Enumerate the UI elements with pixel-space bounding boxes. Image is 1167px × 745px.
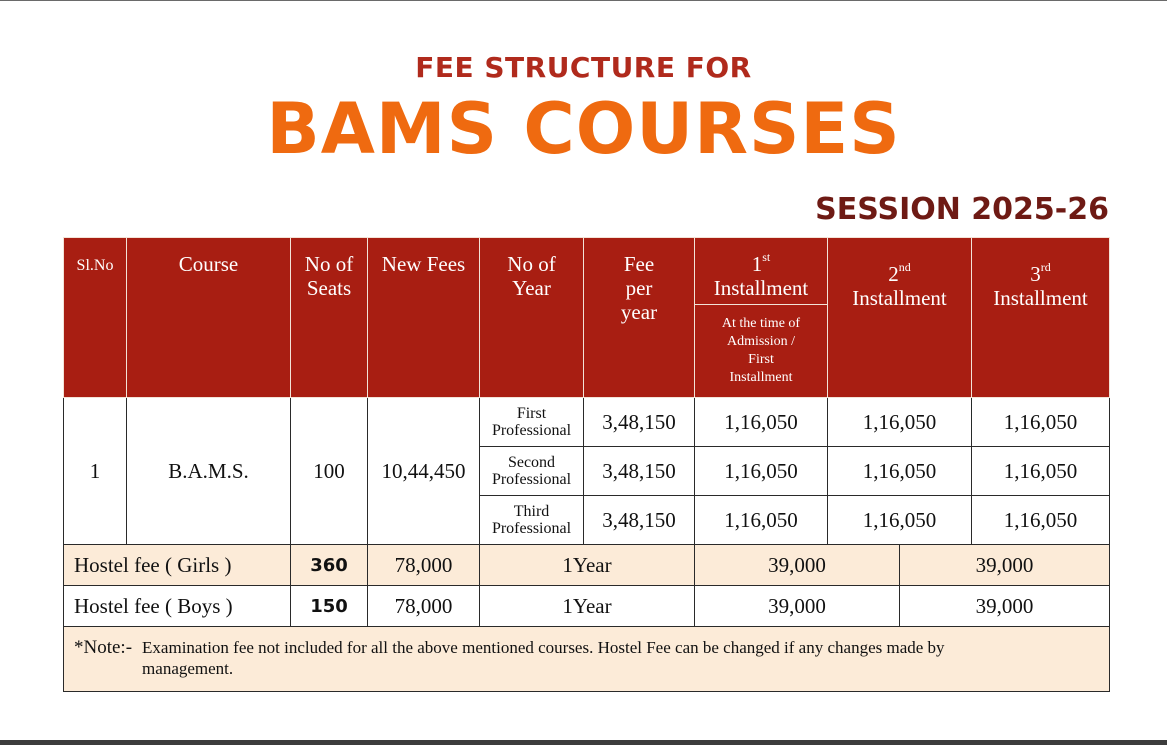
cell-new-fees: 10,44,450: [368, 398, 480, 545]
header-installment-1: [695, 238, 828, 305]
header-fee-per-year: [584, 238, 695, 398]
cell-fee-per-year: 3,48,150: [584, 496, 695, 545]
header-fee-line3: year: [620, 300, 658, 324]
header-new-fees: New Fees: [368, 238, 480, 398]
cell-inst2: 1,16,050: [828, 447, 972, 496]
cell-fee-per-year: 3,48,150: [584, 447, 695, 496]
hostel-years: 1Year: [480, 545, 695, 586]
header-inst2-num: 2: [888, 262, 899, 286]
hostel-fee: 78,000: [368, 586, 480, 627]
hostel-seats: 360: [291, 545, 368, 586]
inst1-sub-line4: Installment: [729, 370, 793, 385]
note-label: *Note:-: [74, 637, 133, 658]
year-line2: Professional: [491, 520, 572, 537]
note-text: Examination fee not included for all the above mentioned courses. Hostel Fee can be changed if any changes made by management.: [142, 638, 945, 678]
year-line2: Professional: [491, 471, 572, 488]
cell-inst3: 1,16,050: [972, 496, 1110, 545]
cell-year: [480, 398, 584, 447]
header-inst3-num: 3: [1030, 262, 1041, 286]
header-installment-2: [828, 238, 972, 398]
cell-fee-per-year: 3,48,150: [584, 398, 695, 447]
note: [64, 627, 1109, 679]
header-inst1-num: 1: [751, 252, 763, 276]
page-title: BAMS COURSES: [266, 88, 901, 170]
year-line2: Professional: [491, 422, 572, 439]
cell-inst3: 1,16,050: [972, 447, 1110, 496]
inst1-sub-line3: First: [748, 352, 774, 367]
hostel-inst1: 39,000: [695, 545, 900, 586]
hostel-seats: 150: [291, 586, 368, 627]
header-seats: [291, 238, 368, 398]
hostel-inst1: 39,000: [695, 586, 900, 627]
header-course: Course: [127, 238, 291, 398]
hostel-label: Hostel fee ( Boys ): [64, 586, 291, 627]
hostel-row-boys: [64, 586, 1110, 627]
fee-table: [63, 237, 1110, 692]
note-cell: [64, 627, 1110, 692]
year-line1: Second: [507, 454, 556, 471]
header-years-line1: No of: [507, 252, 556, 276]
cell-inst3: 1,16,050: [972, 398, 1110, 447]
hostel-inst2: 39,000: [900, 586, 1110, 627]
cell-course: B.A.M.S.: [127, 398, 291, 545]
session-label: SESSION 2025-26: [815, 192, 1109, 227]
hostel-fee: 78,000: [368, 545, 480, 586]
year-line1: Third: [513, 503, 550, 520]
note-row: [64, 627, 1110, 692]
hostel-years: 1Year: [480, 586, 695, 627]
hostel-row-girls: [64, 545, 1110, 586]
hostel-inst2: 39,000: [900, 545, 1110, 586]
hostel-label: Hostel fee ( Girls ): [64, 545, 291, 586]
header-inst2-sup: nd: [898, 260, 911, 274]
header-fee-line1: Fee: [623, 252, 655, 276]
header-seats-line2: Seats: [306, 276, 352, 300]
header-installment-3: [972, 238, 1110, 398]
table-row: [64, 398, 1110, 447]
cell-inst2: 1,16,050: [828, 496, 972, 545]
header-years: [480, 238, 584, 398]
cell-inst1: 1,16,050: [695, 398, 828, 447]
header-inst3-label: Installment: [993, 286, 1088, 310]
header-years-line2: Year: [512, 276, 551, 300]
bottom-rule: [0, 740, 1167, 745]
cell-year: [480, 447, 584, 496]
title-small: FEE STRUCTURE FOR: [415, 51, 752, 84]
header-inst1-sup: st: [762, 250, 771, 264]
inst1-sub-line1: At the time of: [721, 316, 801, 331]
cell-seats: 100: [291, 398, 368, 545]
header-inst3-sup: rd: [1040, 260, 1051, 274]
header-seats-line1: No of: [304, 252, 354, 276]
header-installment-1-sub: [695, 305, 828, 398]
header-inst1-label: Installment: [713, 276, 809, 300]
cell-inst1: 1,16,050: [695, 447, 828, 496]
header-inst2-label: Installment: [852, 286, 947, 310]
cell-year: [480, 496, 584, 545]
top-rule: [0, 0, 1167, 1]
cell-slno: 1: [64, 398, 127, 545]
cell-inst2: 1,16,050: [828, 398, 972, 447]
header-fee-line2: per: [625, 276, 653, 300]
table-header: [64, 238, 1110, 398]
cell-inst1: 1,16,050: [695, 496, 828, 545]
header-slno: Sl.No: [64, 238, 127, 398]
inst1-sub-line2: Admission /: [726, 334, 796, 349]
year-line1: First: [516, 405, 547, 422]
